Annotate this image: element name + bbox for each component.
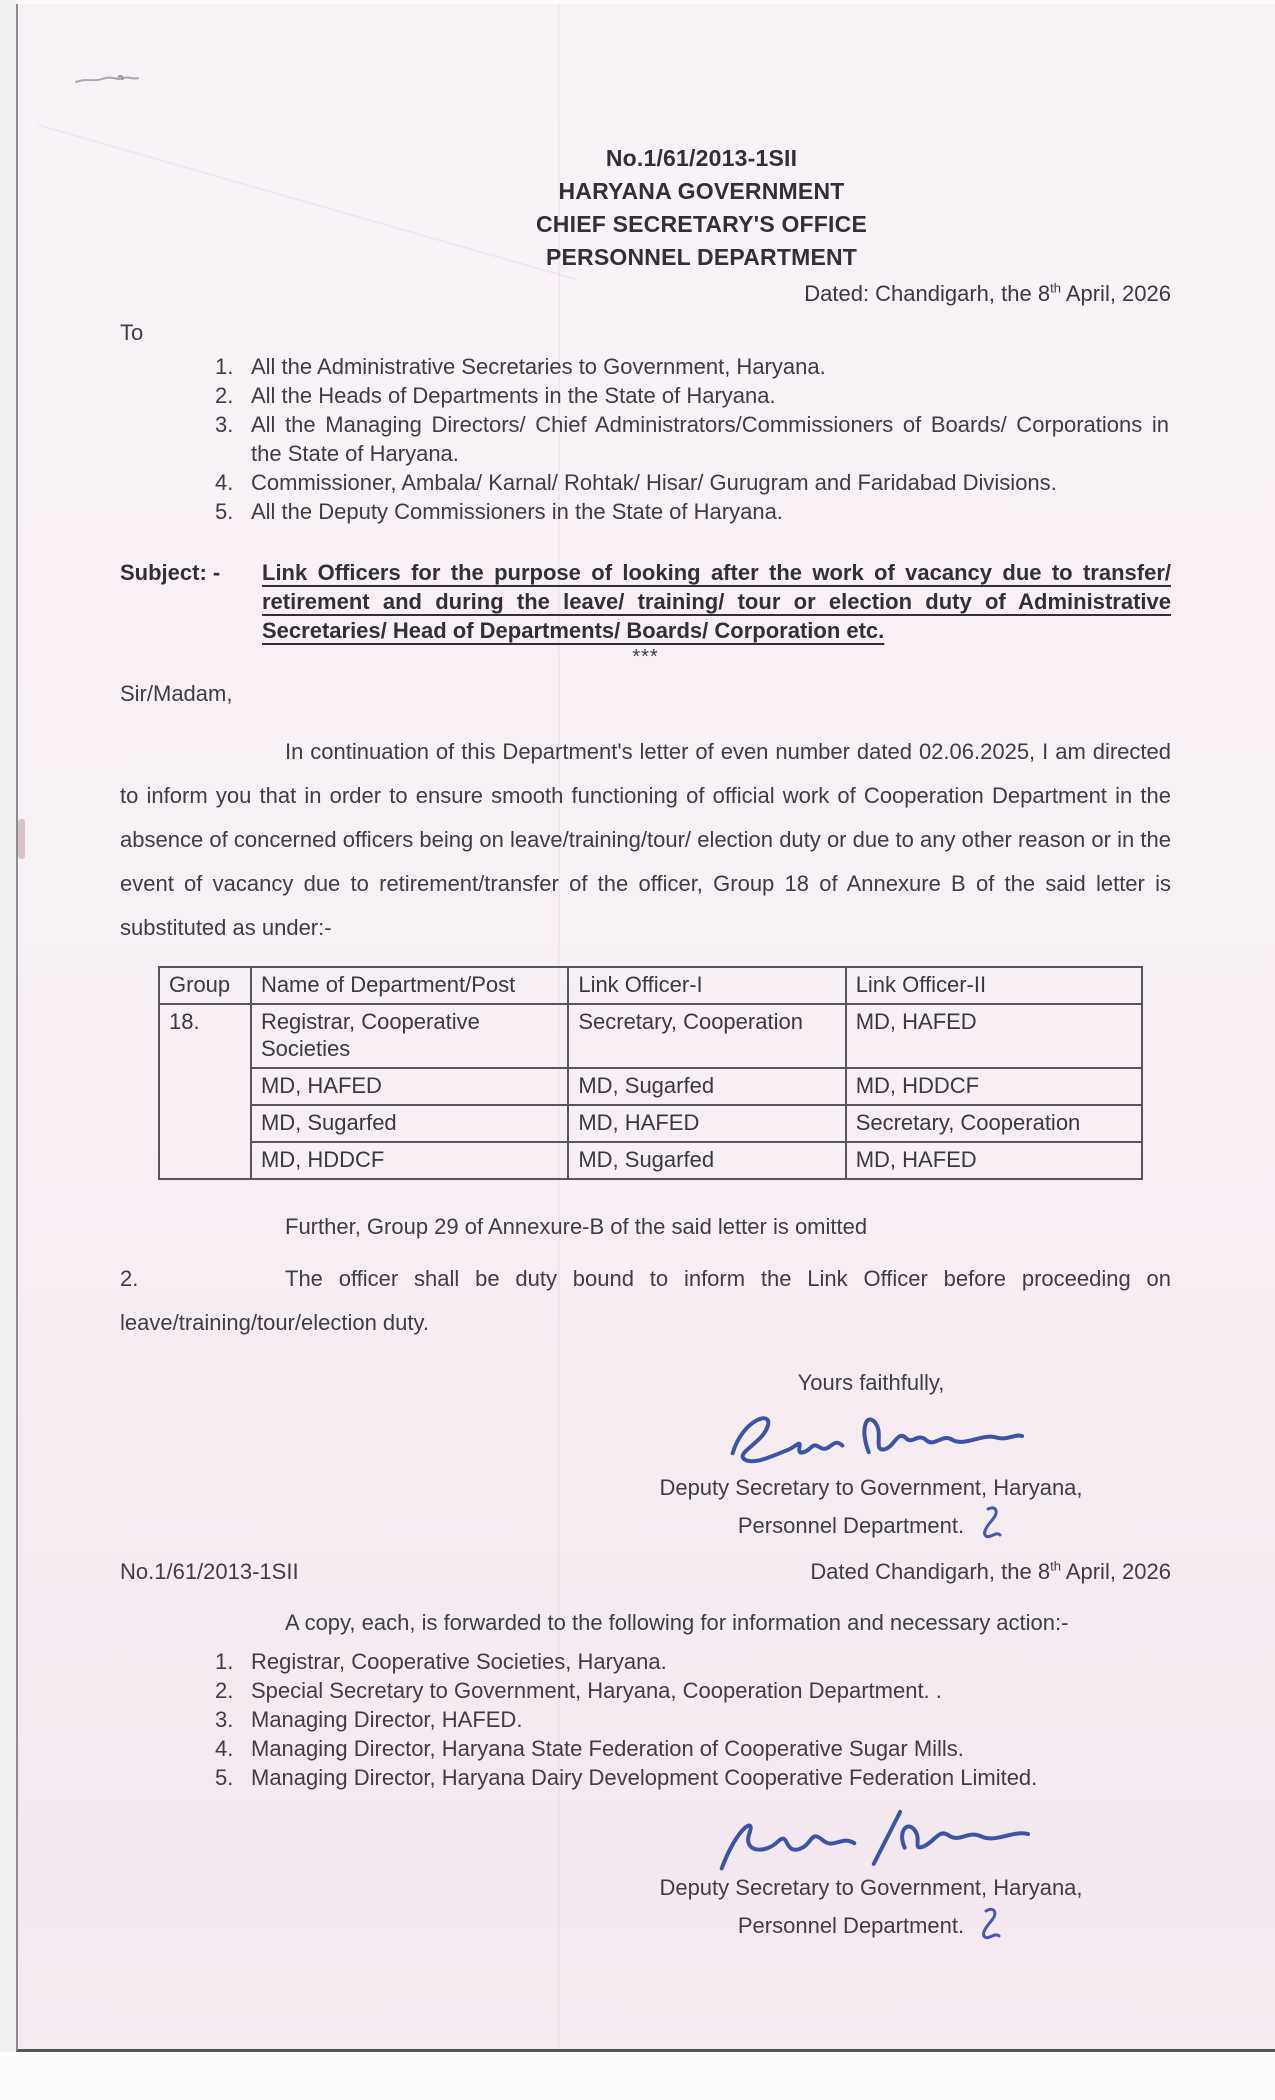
- table-header-row: [159, 967, 1142, 1004]
- item-number: 5.: [215, 499, 234, 524]
- item-text: All the Administrative Secretaries to Government, Haryana.: [251, 354, 826, 379]
- body-paragraph-3: The officer shall be duty bound to inform the Link Officer before proceeding on leave/training/tour/election duty.: [120, 1266, 1171, 1335]
- table-cell: MD, HAFED: [846, 1004, 1142, 1068]
- table-row: [159, 1105, 1142, 1142]
- reference-date-row: [120, 1557, 1171, 1587]
- signature-handwriting-icon: [714, 1394, 1027, 1482]
- table-row: [159, 1142, 1142, 1179]
- initials-handwriting-icon: [968, 1903, 1004, 1943]
- subject-label: Subject: -: [120, 560, 221, 585]
- date-text-suffix: April, 2026: [1060, 1559, 1171, 1584]
- table-row: [159, 1004, 1142, 1068]
- table-cell: MD, HAFED: [251, 1068, 568, 1105]
- date-line-mid: [810, 1557, 1171, 1587]
- body-paragraph-3-block: [120, 1257, 1171, 1345]
- signatory-department: Personnel Department.: [737, 1513, 965, 1538]
- date-text: Dated: Chandigarh, the 8: [804, 281, 1051, 306]
- date-text: Dated Chandigarh, the 8: [810, 1559, 1051, 1584]
- item-text: Registrar, Cooperative Societies, Haryana.: [251, 1649, 667, 1674]
- table-cell: MD, HDDCF: [251, 1142, 568, 1179]
- item-number: 2.: [215, 1678, 234, 1703]
- item-number: 2.: [215, 383, 234, 408]
- cc-intro: A copy, each, is forwarded to the following for information and necessary action:-: [285, 1610, 1069, 1635]
- scan-background-bottom: [0, 2052, 1275, 2100]
- item-text: Managing Director, HAFED.: [251, 1707, 523, 1732]
- cc-item: [215, 1647, 1171, 1676]
- item-text: All the Deputy Commissioners in the State of Haryana.: [251, 499, 783, 524]
- item-number: 1.: [215, 354, 234, 379]
- item-number: 4.: [215, 1736, 234, 1761]
- link-officer-table: [158, 966, 1143, 1180]
- signatory-department-line: [591, 1503, 1151, 1543]
- closing-phrase: Yours faithfully,: [797, 1370, 945, 1395]
- table-cell: MD, Sugarfed: [568, 1068, 845, 1105]
- addressee-item: [215, 497, 1171, 526]
- body-paragraph-1: In continuation of this Department's letter of even number dated 02.06.2025, I am directed to inform you that in order to ensure smooth functioning of official work of Cooperation Department in the absence of concerned officers being on leave/training/tour/ election duty or due to any other reason or in the event of vacancy due to retirement/transfer of the officer, Group 18 of Annexure B of the said letter is substituted as under:-: [120, 739, 1171, 940]
- signatory-designation: Deputy Secretary to Government, Haryana,: [659, 1475, 1083, 1500]
- table-cell: MD, HAFED: [846, 1142, 1142, 1179]
- addressee-item: [215, 468, 1171, 497]
- table-cell: Secretary, Cooperation: [846, 1105, 1142, 1142]
- date-ordinal: th: [1050, 280, 1061, 296]
- separator-stars: ***: [632, 646, 659, 668]
- addressee-list: [215, 352, 1171, 526]
- scan-background-strip: [0, 0, 16, 2100]
- addressee-item: [215, 381, 1171, 410]
- table-cell: MD, Sugarfed: [251, 1105, 568, 1142]
- item-number: 4.: [215, 470, 234, 495]
- date-text-suffix: April, 2026: [1060, 281, 1171, 306]
- cc-item: [215, 1763, 1171, 1792]
- item-number: 5.: [215, 1765, 234, 1790]
- item-number: 3.: [215, 412, 234, 437]
- to-label: To: [120, 320, 144, 345]
- initials-handwriting-icon: [968, 1503, 1004, 1543]
- item-text: Managing Director, Haryana State Federation of Cooperative Sugar Mills.: [251, 1736, 964, 1761]
- letterhead: [176, 142, 1227, 274]
- table-cell: MD, HDDCF: [846, 1068, 1142, 1105]
- cc-item: [215, 1676, 1171, 1705]
- table-cell: MD, HAFED: [568, 1105, 845, 1142]
- item-text: Managing Director, Haryana Dairy Development Cooperative Federation Limited.: [251, 1765, 1038, 1790]
- item-number: 3.: [215, 1707, 234, 1732]
- cc-list: [215, 1647, 1171, 1792]
- item-text: Commissioner, Ambala/ Karnal/ Rohtak/ Hisar/ Gurugram and Faridabad Divisions.: [251, 470, 1057, 495]
- department-name: PERSONNEL DEPARTMENT: [545, 244, 858, 270]
- signatory-designation: Deputy Secretary to Government, Haryana,: [659, 1875, 1083, 1900]
- ref-number-mid: No.1/61/2013-1SII: [120, 1559, 299, 1584]
- date-ordinal: th: [1050, 1558, 1061, 1574]
- salutation: Sir/Madam,: [120, 681, 233, 706]
- signatory-department: Personnel Department.: [737, 1913, 965, 1938]
- table-cell: Registrar, Cooperative Societies: [251, 1004, 568, 1068]
- office-name: CHIEF SECRETARY'S OFFICE: [535, 211, 867, 237]
- subject-text: Link Officers for the purpose of looking after the work of vacancy due to transfer/ retirement and during the leave/ training/ tour or election duty of Administrative Secretaries/ Head of Departments/ Boards/ Corporation etc.: [262, 560, 1171, 643]
- signature-block-2: [591, 1806, 1151, 1943]
- signatory-department-line: [591, 1903, 1151, 1943]
- date-line-top: [120, 277, 1171, 310]
- item-text: All the Managing Directors/ Chief Administrators/Commissioners of Boards/ Corporations in the State of Haryana.: [251, 412, 1169, 466]
- table-cell: MD, Sugarfed: [568, 1142, 845, 1179]
- group-number-cell: 18.: [159, 1004, 251, 1179]
- col-header-link-officer-1: Link Officer-I: [568, 967, 845, 1004]
- letter-page: [16, 4, 1275, 2052]
- paragraph-number: 2.: [120, 1266, 139, 1291]
- col-header-group: Group: [159, 967, 251, 1004]
- cc-item: [215, 1734, 1171, 1763]
- org-name: HARYANA GOVERNMENT: [558, 178, 845, 204]
- ref-number-top: No.1/61/2013-1SII: [605, 145, 798, 171]
- col-header-department: Name of Department/Post: [251, 967, 568, 1004]
- item-number: 1.: [215, 1649, 234, 1674]
- table-cell: Secretary, Cooperation: [568, 1004, 845, 1068]
- item-text: All the Heads of Departments in the State of Haryana.: [251, 383, 776, 408]
- col-header-link-officer-2: Link Officer-II: [846, 967, 1142, 1004]
- addressee-item: [215, 410, 1171, 468]
- subject-block: [120, 558, 1171, 645]
- item-text: Special Secretary to Government, Haryana, Cooperation Department. .: [251, 1678, 942, 1703]
- table-row: [159, 1068, 1142, 1105]
- cc-item: [215, 1705, 1171, 1734]
- letter-content: [18, 4, 1275, 1943]
- signature-handwriting-icon: [704, 1795, 1038, 1884]
- signature-block-1: [591, 1367, 1151, 1543]
- body-paragraph-2: Further, Group 29 of Annexure-B of the said letter is omitted: [285, 1214, 868, 1239]
- addressee-item: [215, 352, 1171, 381]
